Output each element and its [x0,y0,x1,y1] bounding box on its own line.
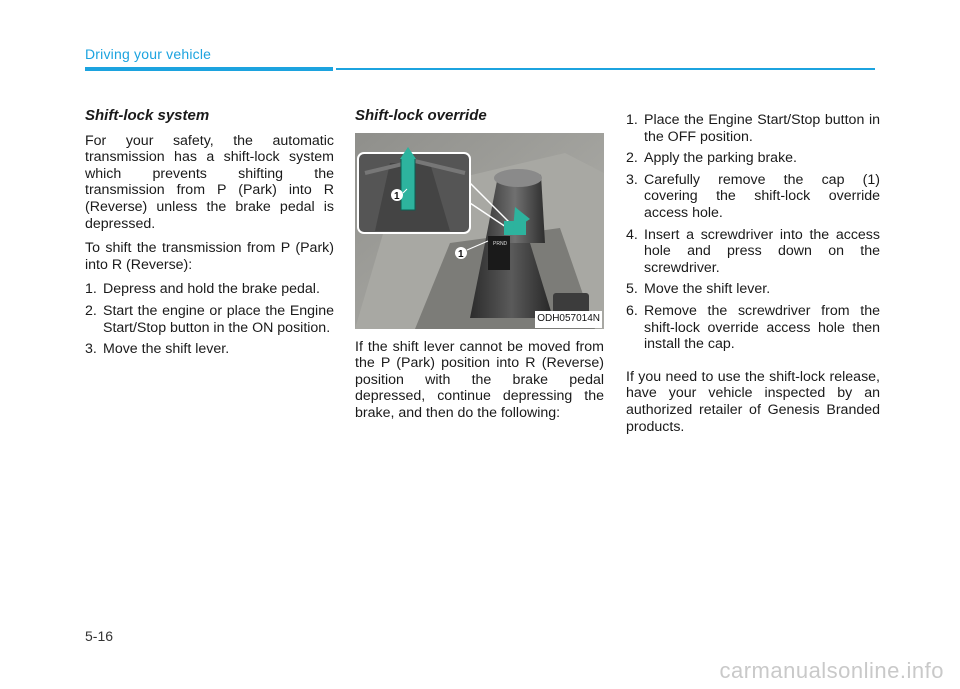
step-text: Depress and hold the brake pedal. [103,281,320,298]
step-text: Apply the parking brake. [644,150,798,167]
step-number: 1. [626,112,638,128]
step-text: Carefully remove the cap (1) covering the shift-lock override access hole. [644,171,880,221]
step-number: 3. [626,171,638,188]
paragraph: If you need to use the shift-lock release, have your vehicle inspected by an authorized retailer of Genesis Branded products. [626,368,880,435]
heading-shift-lock-override: Shift-lock override [355,107,487,124]
step-text: Start the engine or place the Engine Start/Stop button in the ON position. [103,302,334,336]
step-number: 4. [626,226,638,243]
step-text: Remove the screwdriver from the shift-lock override access hole then install the cap. [644,302,880,353]
step-text: Insert a screwdriver into the access hole and press down on the screwdriver. [644,226,880,276]
header-rule-thin [336,68,875,70]
callout-1-zoom: 1 [394,190,400,202]
column-shift-lock-override [355,108,604,430]
section-title: Driving your vehicle [85,46,212,62]
list-item [626,172,880,222]
column-shift-lock-system [85,108,334,363]
shift-lever-figure [355,133,604,329]
list-item [85,303,334,336]
step-number: 1. [85,281,97,298]
step-number: 2. [85,302,97,319]
column-override-steps [626,112,880,443]
paragraph: If the shift lever cannot be moved from the P (Park) position into R (Reverse) position with the brake pedal depressed, continue depressing the brake, and then do the following: [355,338,604,421]
watermark[interactable]: carmanualsonline.info [719,658,944,683]
step-text: Place the Engine Start/Stop button in the OFF position. [644,112,880,145]
list-item [626,227,880,277]
figure-code: ODH057014N [535,311,602,328]
list-item [626,303,880,353]
step-number: 6. [626,302,638,319]
list-item [626,281,880,298]
step-number: 2. [626,150,638,167]
paragraph: For your safety, the automatic transmission has a shift-lock system which prevents shifting the transmission from P (Park) into R (Reverse) unless the brake pedal is depressed. [85,132,334,232]
step-list [626,112,880,353]
list-item [626,150,880,167]
callout-1-main: 1 [458,248,464,260]
page-number: 5-16 [85,628,114,644]
step-text: Move the shift lever. [644,281,771,298]
list-item [85,341,334,358]
header-rule-thick [85,67,333,71]
shift-lever-illustration [355,133,604,329]
step-number: 3. [85,341,97,358]
heading-shift-lock-system: Shift-lock system [85,107,210,124]
list-item [626,112,880,145]
step-number: 5. [626,281,638,298]
step-text: Move the shift lever. [103,341,230,358]
step-list [85,281,334,357]
paragraph: To shift the transmission from P (Park) into R (Reverse): [85,240,334,273]
gear-indicator-letters: PRND [493,240,508,247]
list-item [85,281,334,298]
